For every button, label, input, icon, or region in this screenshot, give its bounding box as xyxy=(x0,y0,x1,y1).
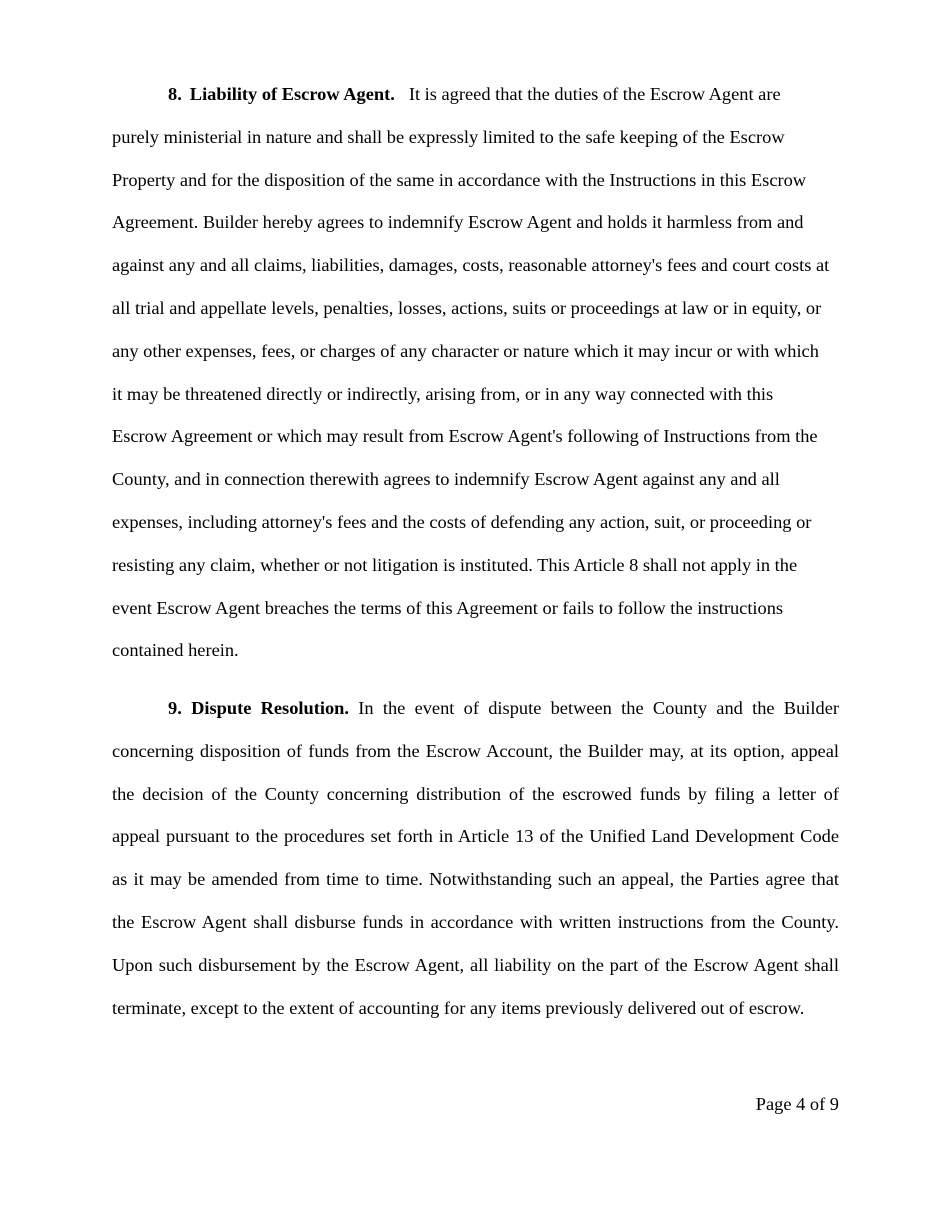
page-number: Page 4 of 9 xyxy=(755,1094,839,1114)
section-8-line: purely ministerial in nature and shall be expressly limited to the safe keeping of the Escrow xyxy=(112,126,785,147)
section-8-line: event Escrow Agent breaches the terms of this Agreement or fails to follow the instructions xyxy=(112,597,784,618)
section-9-line: the Escrow Agent shall disburse funds in accordance with written instructions from the County. xyxy=(112,911,839,932)
section-9-line: terminate, except to the extent of accounting for any items previously delivered out of escrow. xyxy=(112,997,805,1018)
section-8-line: Escrow Agreement or which may result from Escrow Agent's following of Instructions from the xyxy=(112,426,818,447)
section-8-line: expenses, including attorney's fees and the costs of defending any action, suit, or proceeding or xyxy=(112,511,812,532)
section-8-line: Property and for the disposition of the same in accordance with the Instructions in this Escrow xyxy=(112,169,807,190)
section-9-line: concerning disposition of funds from the Escrow Account, the Builder may, at its option, appeal xyxy=(112,740,839,761)
section-8-line: all trial and appellate levels, penalties, losses, actions, suits or proceedings at law or in equity, or xyxy=(112,297,822,318)
section-9-line: as it may be amended from time to time. Notwithstanding such an appeal, the Parties agree that xyxy=(112,869,839,890)
section-9-line: Upon such disbursement by the Escrow Agent, all liability on the part of the Escrow Agent shall xyxy=(112,954,839,975)
section-9-paragraph xyxy=(112,687,839,1029)
section-8-line: It is agreed that the duties of the Escrow Agent are xyxy=(408,84,781,104)
section-9-first-line xyxy=(112,687,839,730)
section-8-line: it may be threatened directly or indirectly, arising from, or in any way connected with this xyxy=(112,383,774,404)
section-8-line: against any and all claims, liabilities, damages, costs, reasonable attorney's fees and court costs at xyxy=(112,255,830,276)
section-8-line: Agreement. Builder hereby agrees to indemnify Escrow Agent and holds it harmless from and xyxy=(112,212,804,233)
section-9-line: appeal pursuant to the procedures set forth in Article 13 of the Unified Land Development Code xyxy=(112,826,839,847)
section-9-number: 9. xyxy=(168,698,182,718)
section-8-line: contained herein. xyxy=(112,640,239,661)
section-8-line: resisting any claim, whether or not litigation is instituted. This Article 8 shall not apply in the xyxy=(112,554,798,575)
section-9-heading: Dispute Resolution. xyxy=(191,698,349,718)
section-8-line: any other expenses, fees, or charges of any character or nature which it may incur or with which xyxy=(112,340,819,361)
section-8-first-line xyxy=(112,73,839,116)
section-8-heading: Liability of Escrow Agent. xyxy=(189,84,395,104)
section-8-number: 8. xyxy=(168,84,182,104)
section-8-paragraph xyxy=(112,73,839,672)
section-8-line: County, and in connection therewith agrees to indemnify Escrow Agent against any and all xyxy=(112,469,780,490)
section-9-line: the decision of the County concerning distribution of the escrowed funds by filing a letter of xyxy=(112,783,839,804)
section-9-line: In the event of dispute between the County and the Builder xyxy=(358,698,839,718)
